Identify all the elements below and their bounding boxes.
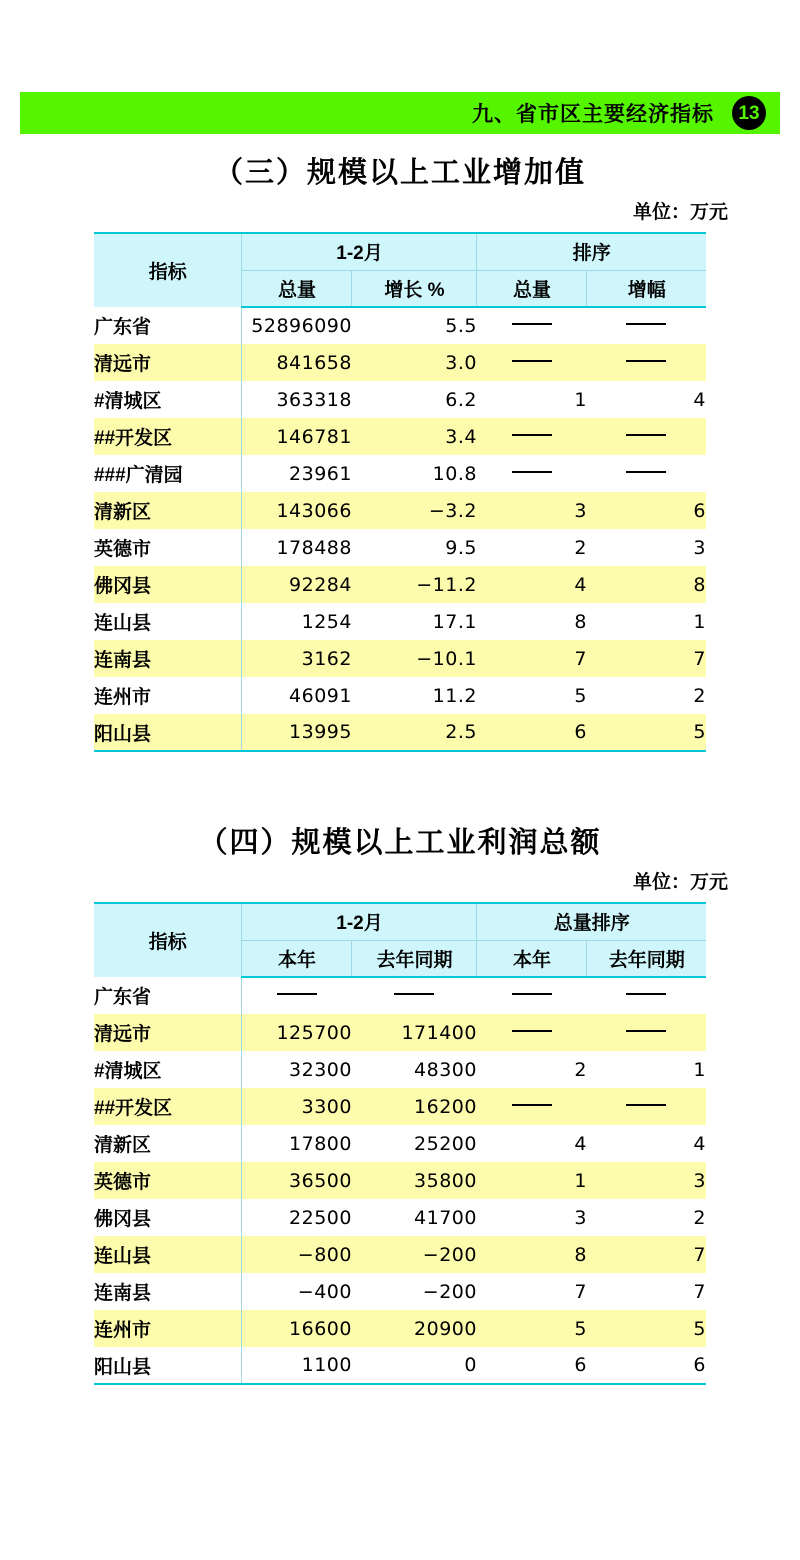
row-value: 20900: [352, 1310, 477, 1347]
table-row: [94, 381, 706, 418]
row-value: 7: [587, 640, 706, 677]
row-indicator: 佛冈县: [94, 566, 242, 603]
section-title: （三）规模以上工业增加值: [213, 157, 586, 189]
row-value-dash: [477, 307, 587, 344]
row-value: 1: [587, 603, 706, 640]
em-dash-icon: [626, 993, 666, 995]
section-title: （四）规模以上工业利润总额: [198, 827, 602, 859]
row-value: 17800: [242, 1125, 352, 1162]
row-indicator: 清远市: [94, 344, 242, 381]
em-dash-icon: [394, 993, 434, 995]
row-indicator: 广东省: [94, 977, 242, 1014]
row-value: 7: [587, 1273, 706, 1310]
row-value: 25200: [352, 1125, 477, 1162]
row-indicator: ##开发区: [94, 1088, 242, 1125]
row-value: 6: [477, 714, 587, 751]
row-indicator: 连南县: [94, 1273, 242, 1310]
row-indicator: 佛冈县: [94, 1199, 242, 1236]
row-indicator: 阳山县: [94, 714, 242, 751]
column-group-period: 1-2月: [242, 903, 477, 940]
row-value: 35800: [352, 1162, 477, 1199]
table-row: [94, 566, 706, 603]
table-row: [94, 640, 706, 677]
row-value: 5: [587, 714, 706, 751]
column-header-last-year: 去年同期: [352, 940, 477, 977]
row-value: 5: [587, 1310, 706, 1347]
column-header-indicator: 指标: [94, 233, 242, 307]
table-row: [94, 1347, 706, 1384]
table-row: [94, 1199, 706, 1236]
row-value-dash: [242, 977, 352, 1014]
row-value: 52896090: [242, 307, 352, 344]
row-value: 7: [587, 1236, 706, 1273]
row-value: 3.0: [352, 344, 477, 381]
table-row: [94, 307, 706, 344]
row-indicator: #清城区: [94, 381, 242, 418]
row-value: 2: [477, 1051, 587, 1088]
row-value: 1254: [242, 603, 352, 640]
em-dash-icon: [512, 434, 552, 436]
column-header-rank-this-year: 本年: [477, 940, 587, 977]
page-number-badge: 13: [732, 96, 766, 130]
row-value-dash: [587, 1088, 706, 1125]
row-value: 5.5: [352, 307, 477, 344]
row-value: 146781: [242, 418, 352, 455]
row-value: 10.8: [352, 455, 477, 492]
em-dash-icon: [512, 993, 552, 995]
row-value: 7: [477, 1273, 587, 1310]
column-header-this-year: 本年: [242, 940, 352, 977]
row-indicator: 广东省: [94, 307, 242, 344]
column-header-rank-total: 总量: [477, 270, 587, 307]
row-indicator: #清城区: [94, 1051, 242, 1088]
column-group-period: 1-2月: [242, 233, 477, 270]
column-header-total: 总量: [242, 270, 352, 307]
row-indicator: 连州市: [94, 1310, 242, 1347]
row-value: −11.2: [352, 566, 477, 603]
unit-label: 单位：万元: [632, 872, 728, 893]
row-indicator: 英德市: [94, 529, 242, 566]
row-value: 1: [477, 1162, 587, 1199]
em-dash-icon: [626, 471, 666, 473]
row-value: 7: [477, 640, 587, 677]
row-value-dash: [477, 455, 587, 492]
table-row: [94, 1310, 706, 1347]
row-value: 4: [587, 1125, 706, 1162]
row-value: 4: [587, 381, 706, 418]
em-dash-icon: [626, 434, 666, 436]
table-row: [94, 529, 706, 566]
em-dash-icon: [626, 360, 666, 362]
row-value: 5: [477, 677, 587, 714]
table-row: [94, 1162, 706, 1199]
em-dash-icon: [512, 471, 552, 473]
row-value-dash: [587, 418, 706, 455]
row-value: 6: [477, 1347, 587, 1384]
row-value: 4: [477, 566, 587, 603]
row-indicator: 阳山县: [94, 1347, 242, 1384]
em-dash-icon: [512, 1104, 552, 1106]
row-value-dash: [587, 344, 706, 381]
row-value: 2: [587, 677, 706, 714]
row-value: −800: [242, 1236, 352, 1273]
row-indicator: 连南县: [94, 640, 242, 677]
table-row: [94, 492, 706, 529]
em-dash-icon: [626, 1104, 666, 1106]
row-value: 11.2: [352, 677, 477, 714]
column-header-rank-growth: 增幅: [587, 270, 706, 307]
row-value-dash: [587, 307, 706, 344]
row-indicator: 清远市: [94, 1014, 242, 1051]
section-industrial-profit-total: [0, 820, 800, 1385]
row-value: 22500: [242, 1199, 352, 1236]
table-row: [94, 714, 706, 751]
row-value: 1100: [242, 1347, 352, 1384]
row-value: 6: [587, 492, 706, 529]
row-value: 2: [477, 529, 587, 566]
row-value: 36500: [242, 1162, 352, 1199]
row-value: 46091: [242, 677, 352, 714]
table-header-row-groups: [94, 233, 706, 270]
table-row: [94, 603, 706, 640]
row-indicator: 连山县: [94, 1236, 242, 1273]
section-header-bar: [20, 92, 780, 134]
row-indicator: 连山县: [94, 603, 242, 640]
row-value-dash: [477, 1014, 587, 1051]
row-value: 41700: [352, 1199, 477, 1236]
em-dash-icon: [512, 323, 552, 325]
table-row: [94, 1088, 706, 1125]
page-title: 九、省市区主要经济指标: [472, 103, 714, 126]
row-value: 16600: [242, 1310, 352, 1347]
row-value: 2.5: [352, 714, 477, 751]
row-value-dash: [352, 977, 477, 1014]
row-value-dash: [587, 1014, 706, 1051]
row-value: 6.2: [352, 381, 477, 418]
row-value-dash: [477, 977, 587, 1014]
column-header-indicator: 指标: [94, 903, 242, 977]
column-group-rank: 排序: [477, 233, 706, 270]
row-value: 841658: [242, 344, 352, 381]
row-value: 3162: [242, 640, 352, 677]
column-header-rank-last-year: 去年同期: [587, 940, 706, 977]
row-indicator: 连州市: [94, 677, 242, 714]
table-row: [94, 1014, 706, 1051]
row-value: −200: [352, 1236, 477, 1273]
table-row: [94, 455, 706, 492]
row-value: 8: [587, 566, 706, 603]
table-row: [94, 344, 706, 381]
row-value-dash: [477, 418, 587, 455]
row-indicator: 英德市: [94, 1162, 242, 1199]
row-value: 48300: [352, 1051, 477, 1088]
row-value: 4: [477, 1125, 587, 1162]
table-row: [94, 1125, 706, 1162]
table-body: [94, 977, 706, 1384]
row-indicator: 清新区: [94, 1125, 242, 1162]
row-value: 17.1: [352, 603, 477, 640]
row-value: 143066: [242, 492, 352, 529]
row-value: 2: [587, 1199, 706, 1236]
row-value: 5: [477, 1310, 587, 1347]
row-value: 8: [477, 603, 587, 640]
em-dash-icon: [626, 1030, 666, 1032]
row-value: 178488: [242, 529, 352, 566]
row-value: 23961: [242, 455, 352, 492]
row-value: 363318: [242, 381, 352, 418]
row-value: 6: [587, 1347, 706, 1384]
row-value: 16200: [352, 1088, 477, 1125]
row-value: 3.4: [352, 418, 477, 455]
row-value-dash: [477, 1088, 587, 1125]
table-row: [94, 1051, 706, 1088]
row-value-dash: [587, 455, 706, 492]
row-value: −3.2: [352, 492, 477, 529]
table-row: [94, 418, 706, 455]
section-industrial-added-value: [0, 150, 800, 752]
row-value-dash: [477, 344, 587, 381]
table-industrial-profit-total: [94, 902, 706, 1385]
row-value: 1: [587, 1051, 706, 1088]
row-value: 13995: [242, 714, 352, 751]
column-group-rank: 总量排序: [477, 903, 706, 940]
table-row: [94, 1273, 706, 1310]
row-value: 3300: [242, 1088, 352, 1125]
row-value: 92284: [242, 566, 352, 603]
em-dash-icon: [512, 1030, 552, 1032]
table-row: [94, 677, 706, 714]
row-value: −400: [242, 1273, 352, 1310]
row-value: 8: [477, 1236, 587, 1273]
table-row: [94, 1236, 706, 1273]
row-value: 3: [477, 492, 587, 529]
table-industrial-added-value: [94, 232, 706, 752]
unit-label: 单位：万元: [632, 202, 728, 223]
table-header-row-groups: [94, 903, 706, 940]
row-value: 125700: [242, 1014, 352, 1051]
row-value: 171400: [352, 1014, 477, 1051]
em-dash-icon: [512, 360, 552, 362]
em-dash-icon: [626, 323, 666, 325]
column-header-growth: 增长 %: [352, 270, 477, 307]
row-value-dash: [587, 977, 706, 1014]
row-value: 1: [477, 381, 587, 418]
row-value: 3: [587, 529, 706, 566]
row-indicator: 清新区: [94, 492, 242, 529]
row-value: 32300: [242, 1051, 352, 1088]
row-value: 3: [477, 1199, 587, 1236]
row-value: 0: [352, 1347, 477, 1384]
table-body: [94, 307, 706, 751]
row-indicator: ###广清园: [94, 455, 242, 492]
row-indicator: ##开发区: [94, 418, 242, 455]
row-value: −10.1: [352, 640, 477, 677]
row-value: −200: [352, 1273, 477, 1310]
row-value: 9.5: [352, 529, 477, 566]
em-dash-icon: [277, 993, 317, 995]
table-row: [94, 977, 706, 1014]
row-value: 3: [587, 1162, 706, 1199]
